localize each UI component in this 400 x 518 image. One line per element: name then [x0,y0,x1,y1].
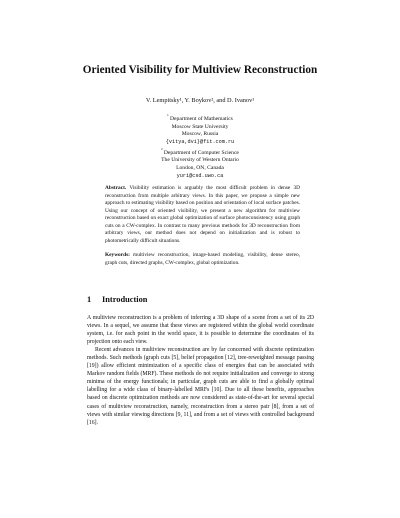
section-heading [87,295,147,304]
affiliations [0,113,400,180]
abstract-label: Abstract. [105,185,127,191]
section-title: Introduction [102,295,148,304]
affiliation-line: $^{^1}$ Department of Mathematics [167,114,233,122]
paragraph: Recent advances in multiview reconstruction are by far concerned with discrete optimization methods. Such methods (graph cuts [5], belief propagation [12], tree-reweighted message passing [19]) allow efficient minimization of a specific class of energies that can be associated with Markov random fields (MRF). These methods do not require initialization and converge to strong minima of the energy functionals; in particular, graph cuts are able to find a globally optimal labelling for a wide class of binary-labelled MRFs [10]. Due to all these benefits, approaches based on discrete optimization methods are now considered as state-of-the-art for several special cases of multiview reconstruction, namely, reconstruction from a stereo pair [8], from a set of views with similar viewing directions [9, 11], and from a set of views with controlled background [16]. [87,347,314,426]
affiliation-line: $^{^2}$ Department of Computer Science [161,147,239,156]
abstract-block [105,185,300,267]
keywords [105,252,300,267]
body-text [87,314,314,427]
affiliation-line: The University of Western Ontario [161,157,239,164]
keywords-label: Keywords: [105,252,130,259]
affiliation-line: Moscow State University [171,123,229,130]
abstract-body: Visibility estimation is arguably the most difficult problem in dense 3D reconstruction from multiple arbitrary views. In this paper, we propose a simple new approach to estimating visibility based on position and orientation of local surface patches. Using our concept of oriented visibility, we present a new algorithm for multiview reconstruction based on exact global optimization of surface photoconsistency using graph cuts on a CW-complex. In contrast to many previous methods for 3D reconstruction from arbitrary views, our method does not depend on initialization and is robust to photometrically difficult situations. [105,185,300,244]
section-number: 1 [87,295,92,304]
author-email: {vitya,dvi}@fit.com.ru [165,138,235,145]
affiliation-2 [0,147,400,181]
author-list: V. Lempitsky¹, Y. Boykov², and D. Ivanov¹ [145,97,255,104]
keywords-body: multiview reconstruction, image-based modeling, visibility, dense stereo, graph cuts, directed graphs, CW-complex, global optimization. [105,252,300,266]
affiliation-line: Moscow, Russia [181,131,219,138]
paper-title: Oriented Visibility for Multiview Reconstruction [82,64,318,76]
abstract-text [105,185,300,245]
affiliation-line: London, ON, Canada [176,164,224,171]
author-email: yuri@csd.uwo.ca [176,172,224,179]
paragraph: A multiview reconstruction is a problem of inferring a 3D shape of a scene from a set of its 2D views. In a sequel, we assume that these views are registered within the global world coordinate system, i.e. for each point in the world space, it is possible to determine the coordinates of its projection onto each view. [87,315,314,346]
affiliation-1 [0,113,400,147]
